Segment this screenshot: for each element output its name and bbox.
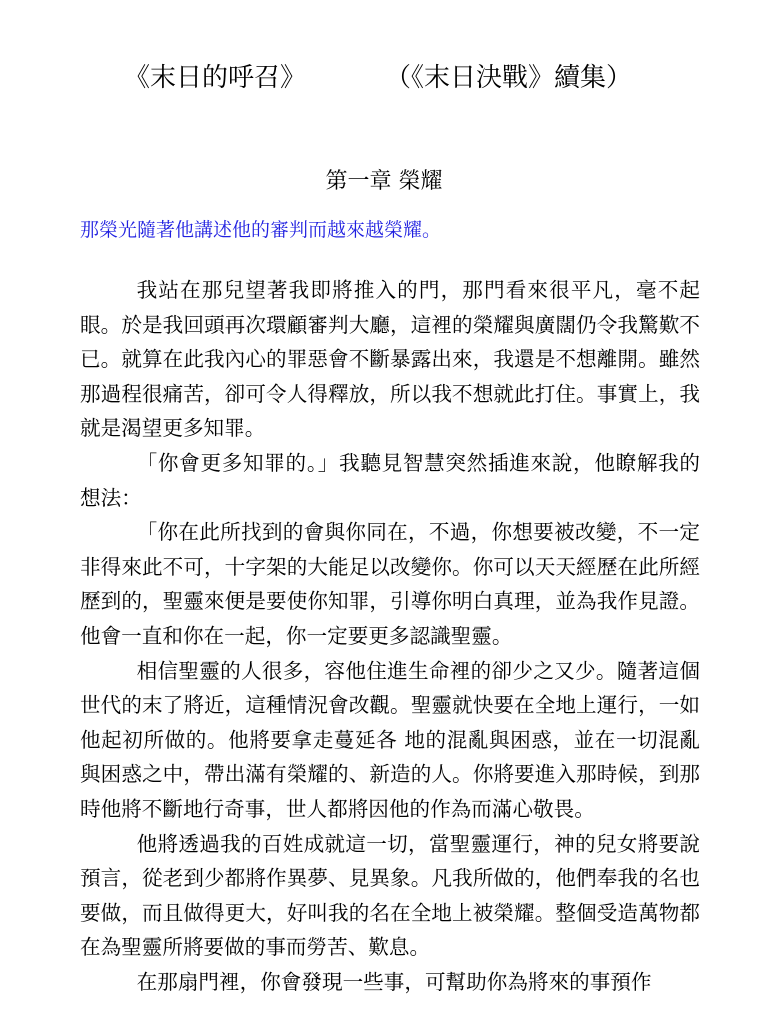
chapter-title: 第一章 榮耀 [325,169,443,194]
book-title: 《末日的呼召》 [124,63,307,93]
book-subtitle: （《末日決戰》續集） [385,63,633,93]
paragraph: 「你在此所找到的會與你同在，不過，你想要被改變，不一定非得來此不可，十字架的大能足以改變你。你可以天天經歷在此所經歷到的，聖靈來便是要使你知罪，引導你明白真理，並為我作見證。他會一直和你在一起，你一定要更多認識聖靈。 [80,520,700,648]
paragraph: 「你會更多知罪的。」我聽見智慧突然插進來說，他瞭解我的想法： [80,450,700,510]
epigraph: 那榮光隨著他講述他的審判而越來越榮耀。 [80,219,442,241]
paragraph: 他將透過我的百姓成就這一切，當聖靈運行，神的兒女將要說預言，從老到少都將作異夢、見異象。凡我所做的，他們奉我的名也要做，而且做得更大，好叫我的名在全地上被榮耀。整個受造萬物都在為聖靈所將要做的事而勞苦、歎息。 [80,831,700,960]
paragraph: 我站在那兒望著我即將推入的門，那門看來很平凡，毫不起眼。於是我回頭再次環顧審判大廳，這裡的榮耀與廣闊仍令我驚歎不已。就算在此我內心的罪惡會不斷暴露出來，我還是不想離開。雖然那過程很痛苦，卻可令人得釋放，所以我不想就此打住。事實上，我就是渴望更多知罪。 [80,278,700,441]
paragraph: 相信聖靈的人很多，容他住進生命裡的卻少之又少。隨著這個世代的末了將近，這種情況會改觀。聖靈就快要在全地上運行，一如他起初所做的。他將要拿走蔓延各 地的混亂與困惑，並在一切混亂與困惑之中，帶出滿有榮耀的、新造的人。你將要進入那時候，到那時他將不斷地行奇事，世人都將因他的作為而滿心敬畏。 [80,658,700,821]
body-text [80,273,700,999]
paragraph: 在那扇門裡，你會發現一些事，可幫助你為將來的事預作 [136,969,652,994]
